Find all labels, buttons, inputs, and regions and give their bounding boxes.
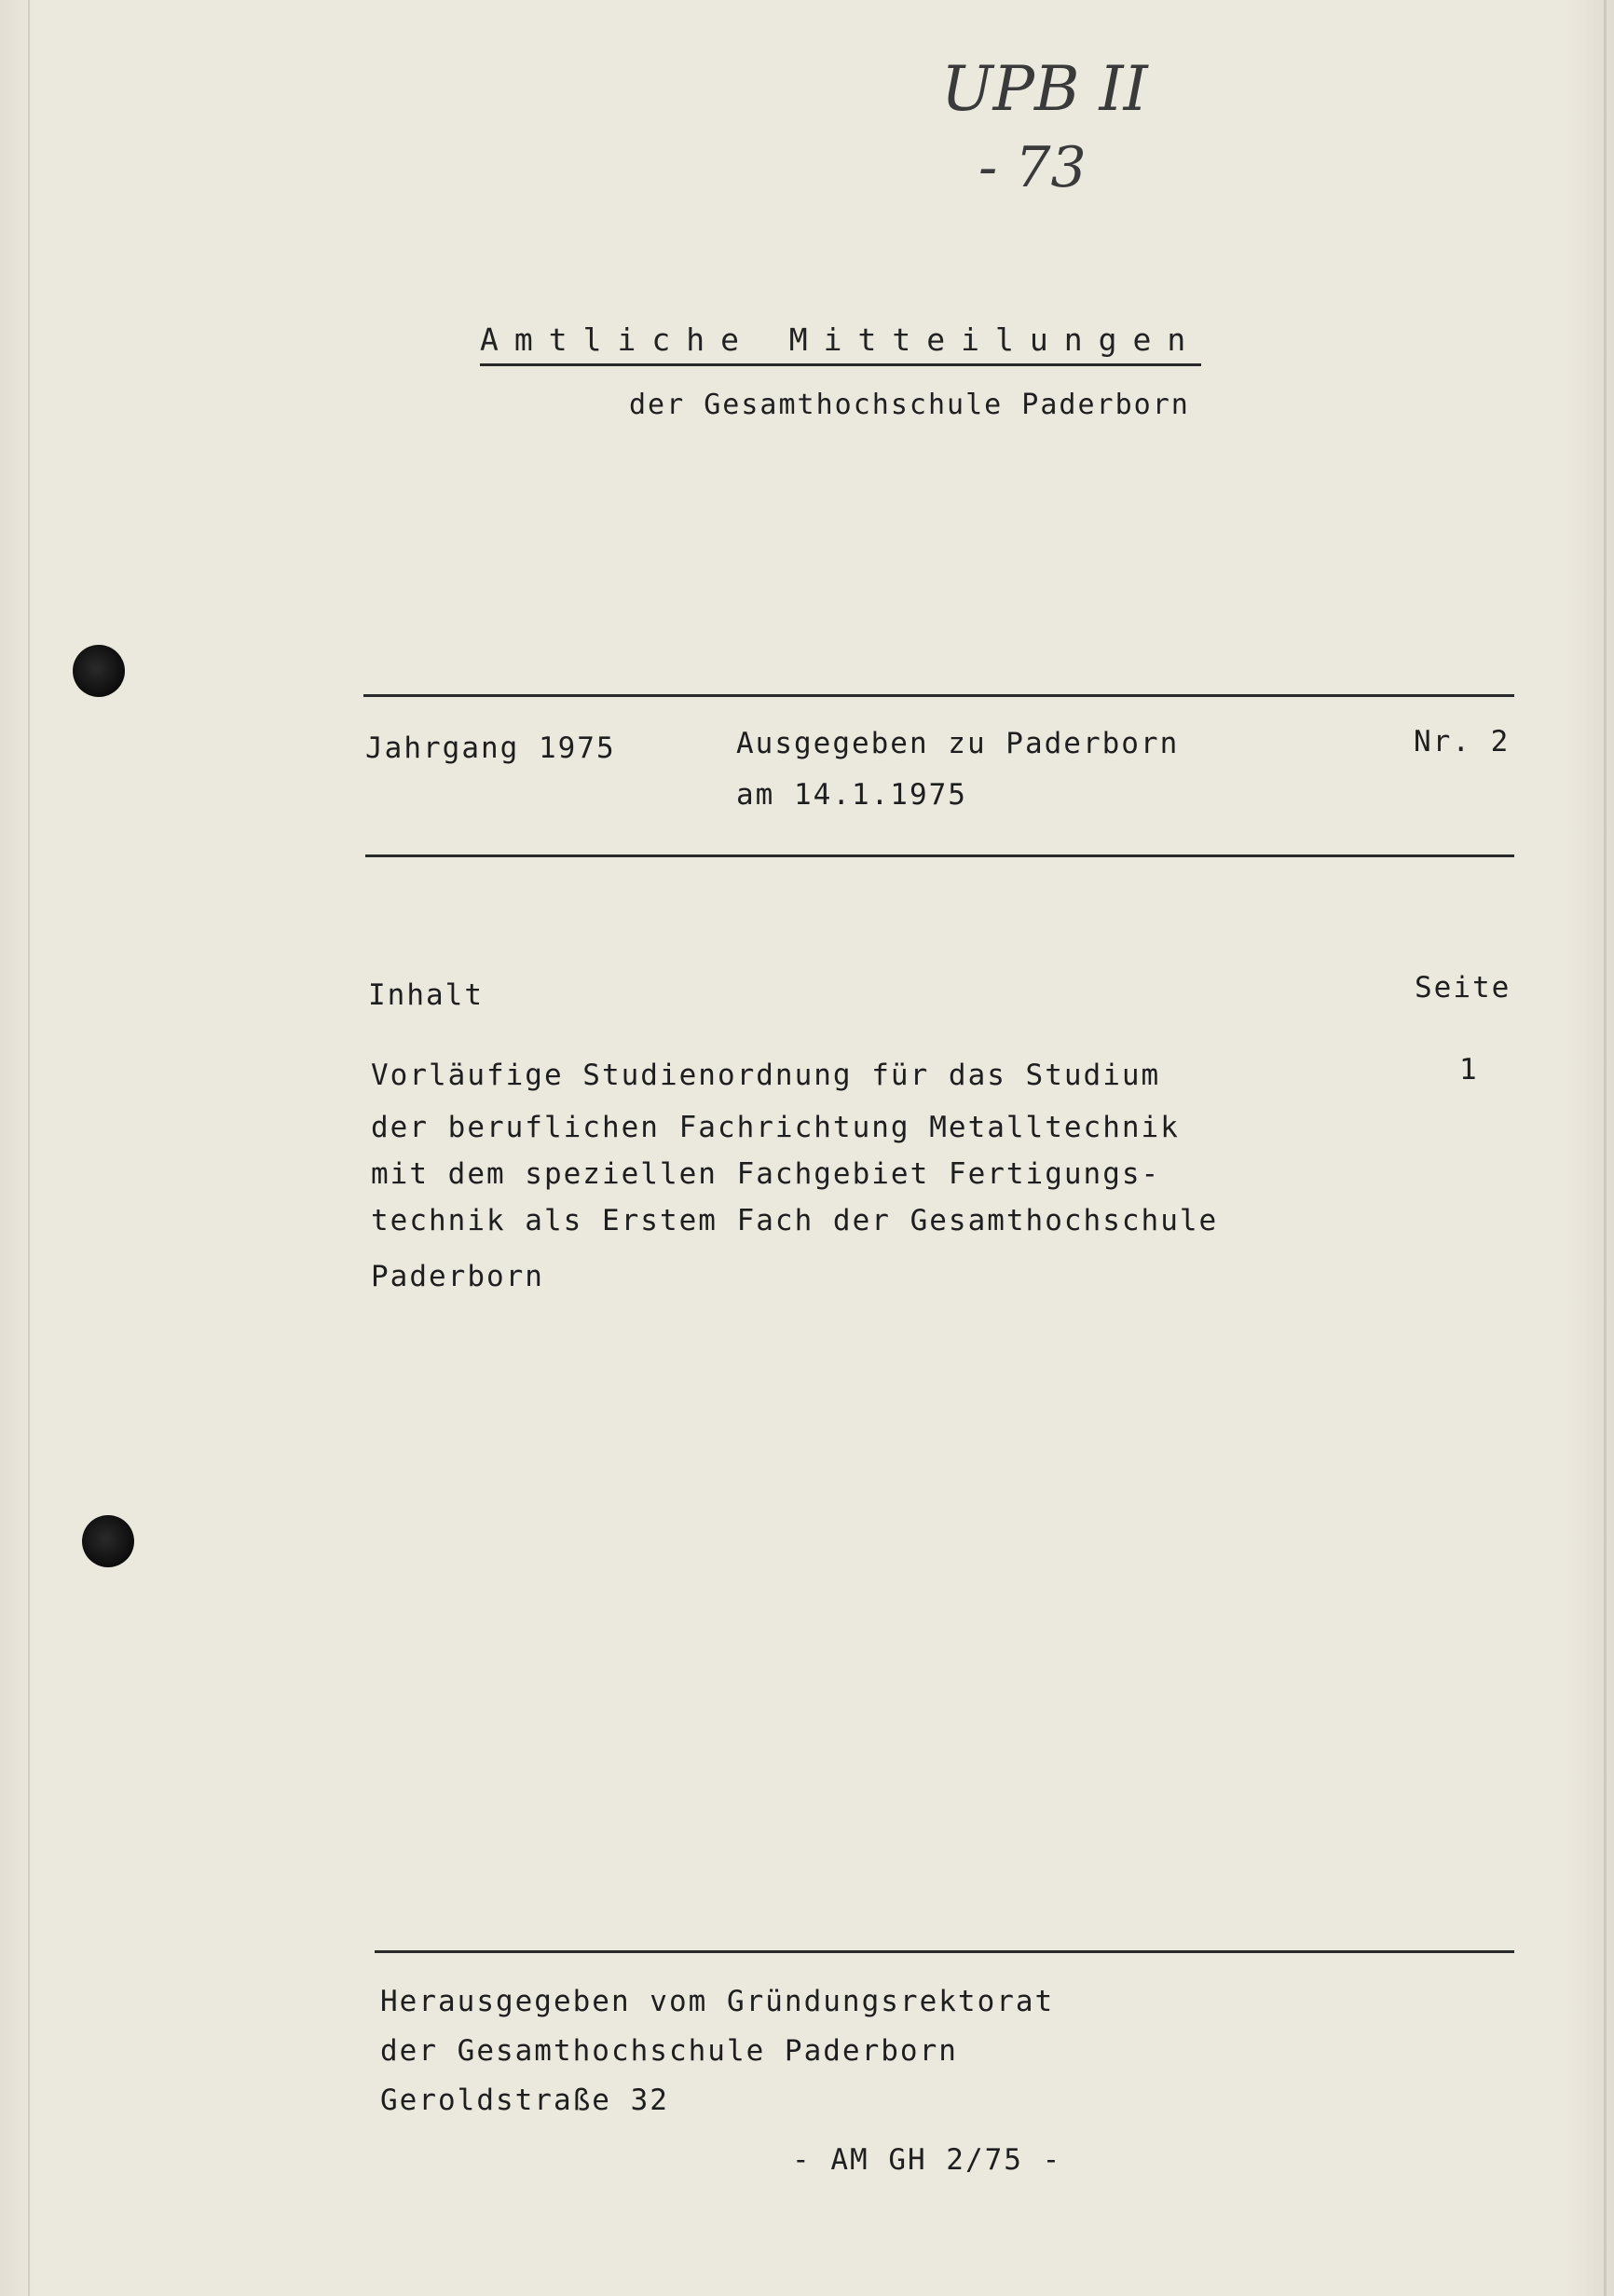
punch-hole-bottom — [82, 1515, 134, 1567]
contents-entry-line: technik als Erstem Fach der Gesamthochschule — [371, 1204, 1219, 1237]
rule-bottom — [375, 1950, 1514, 1953]
contents-entry-line: Paderborn — [371, 1260, 544, 1293]
rule-top — [363, 694, 1514, 697]
publisher-line-2: der Gesamthochschule Paderborn — [380, 2034, 958, 2068]
contents-entry-line: der beruflichen Fachrichtung Metalltechnik — [371, 1111, 1180, 1144]
contents-entry-line: mit dem speziellen Fachgebiet Fertigungs- — [371, 1157, 1161, 1191]
issue-year: Jahrgang 1975 — [365, 731, 616, 765]
document-code: - AM GH 2/75 - — [792, 2143, 1062, 2177]
publisher-address: Geroldstraße 32 — [380, 2084, 669, 2117]
paper-left-edge — [28, 0, 30, 2296]
contents-entry-line: Vorläufige Studienordnung für das Studium — [371, 1059, 1161, 1092]
masthead-title: Amtliche Mitteilungen — [480, 321, 1201, 366]
contents-page-heading: Seite — [1415, 971, 1511, 1004]
handwritten-archive-number: - 73 — [978, 135, 1087, 200]
issue-number: Nr. 2 — [1414, 725, 1511, 758]
rule-middle — [365, 854, 1514, 857]
issue-date: am 14.1.1975 — [736, 778, 967, 812]
issue-place: Ausgegeben zu Paderborn — [736, 727, 1180, 760]
masthead-subtitle: der Gesamthochschule Paderborn — [629, 389, 1190, 421]
contents-entry-page: 1 — [1459, 1053, 1479, 1086]
punch-hole-top — [73, 645, 125, 697]
paper-right-edge — [1604, 0, 1607, 2296]
contents-heading: Inhalt — [368, 978, 484, 1012]
handwritten-archive-note: UPB II — [941, 53, 1148, 125]
publisher-line-1: Herausgegeben vom Gründungsrektorat — [380, 1985, 1055, 2018]
